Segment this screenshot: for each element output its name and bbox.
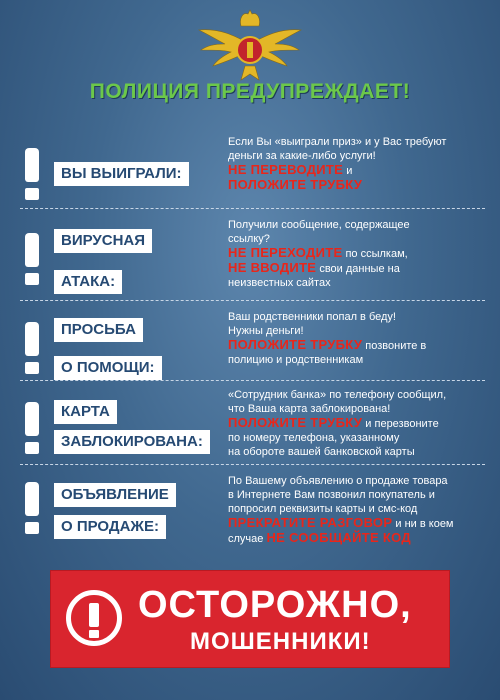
section-info-text	[228, 218, 488, 290]
warning-instruction: ПОЛОЖИТЕ ТРУБКУ	[228, 337, 363, 352]
info-text: деньги за какие-либо услуги!	[228, 150, 376, 162]
warning-instruction: ПОЛОЖИТЕ ТРУБКУ	[228, 177, 363, 192]
section-info-text	[228, 474, 488, 546]
warning-instruction: НЕ ПЕРЕВОДИТЕ	[228, 162, 344, 177]
info-line	[228, 531, 488, 546]
section-label: ВЫ ВЫИГРАЛИ:	[54, 162, 189, 186]
warning-instruction: ПРЕКРАТИТЕ РАЗГОВОР	[228, 515, 393, 530]
info-text: что Ваша карта заблокирована!	[228, 403, 391, 415]
info-line	[228, 338, 488, 353]
info-text: свои данные на	[316, 263, 400, 275]
info-line	[228, 431, 488, 445]
info-line	[228, 135, 488, 149]
info-line	[228, 502, 488, 516]
info-text: неизвестных сайтах	[228, 277, 331, 289]
info-text: Получили сообщение, содержащее	[228, 219, 410, 231]
section-label: КАРТА	[54, 400, 117, 424]
section-label: О ПОМОЩИ:	[54, 356, 162, 380]
warning-instruction: НЕ ПЕРЕХОДИТЕ	[228, 245, 343, 260]
section-divider	[20, 464, 485, 465]
info-text: Нужны деньги!	[228, 325, 304, 337]
section-label: ВИРУСНАЯ	[54, 229, 152, 253]
info-text: в Интернете Вам позвонил покупатель и	[228, 489, 435, 501]
info-text: и перезвоните	[362, 418, 439, 430]
info-text: ссылку?	[228, 233, 270, 245]
section-label: ПРОСЬБА	[54, 318, 143, 342]
banner-line-2: МОШЕННИКИ!	[190, 628, 371, 655]
info-line	[228, 353, 488, 367]
warning-instruction: НЕ СООБЩАЙТЕ КОД	[266, 530, 411, 545]
info-line	[228, 474, 488, 488]
info-text: Ваш родственники попал в беду!	[228, 311, 396, 323]
info-text: и	[343, 165, 353, 177]
warning-instruction: НЕ ВВОДИТЕ	[228, 260, 317, 275]
section-info-text	[228, 135, 488, 193]
section-divider	[20, 208, 485, 209]
section-info-text	[228, 310, 488, 367]
info-line	[228, 324, 488, 338]
info-text: позвоните в	[362, 340, 427, 352]
info-text: Если Вы «выиграли приз» и у Вас требуют	[228, 136, 447, 148]
info-line	[228, 149, 488, 163]
section-label: ОБЪЯВЛЕНИЕ	[54, 483, 176, 507]
info-text: по номеру телефона, указанному	[228, 432, 400, 444]
info-line	[228, 178, 488, 193]
info-text: случае	[228, 533, 267, 545]
info-line	[228, 488, 488, 502]
section-label: ЗАБЛОКИРОВАНА:	[54, 430, 210, 454]
info-line	[228, 310, 488, 324]
info-line	[228, 388, 488, 402]
info-text: «Сотрудник банка» по телефону сообщил,	[228, 389, 447, 401]
info-line	[228, 402, 488, 416]
info-text: попросил реквизиты карты и смс-код	[228, 503, 418, 515]
info-text: на обороте вашей банковской карты	[228, 446, 415, 458]
info-line	[228, 261, 488, 276]
section-label: О ПРОДАЖЕ:	[54, 515, 166, 539]
info-line	[228, 218, 488, 232]
info-line	[228, 232, 488, 246]
info-text: по ссылкам,	[342, 248, 408, 260]
info-text: По Вашему объявлению о продаже товара	[228, 475, 448, 487]
section-divider	[20, 380, 485, 381]
info-line	[228, 416, 488, 431]
page-title: ПОЛИЦИЯ ПРЕДУПРЕЖДАЕТ!	[89, 80, 411, 103]
section-divider	[20, 300, 485, 301]
warning-banner	[50, 570, 450, 668]
banner-line-1: ОСТОРОЖНО,	[138, 584, 412, 626]
info-line	[228, 246, 488, 261]
info-line	[228, 516, 488, 531]
info-text: и ни в коем	[392, 518, 454, 530]
exclamation-circle-icon	[66, 590, 122, 646]
section-label: АТАКА:	[54, 270, 122, 294]
police-eagle-emblem-icon	[195, 6, 305, 82]
info-line	[228, 445, 488, 459]
section-info-text	[228, 388, 488, 459]
info-line	[228, 276, 488, 290]
info-text: полицию и родственникам	[228, 354, 364, 366]
warning-instruction: ПОЛОЖИТЕ ТРУБКУ	[228, 415, 363, 430]
info-line	[228, 163, 488, 178]
